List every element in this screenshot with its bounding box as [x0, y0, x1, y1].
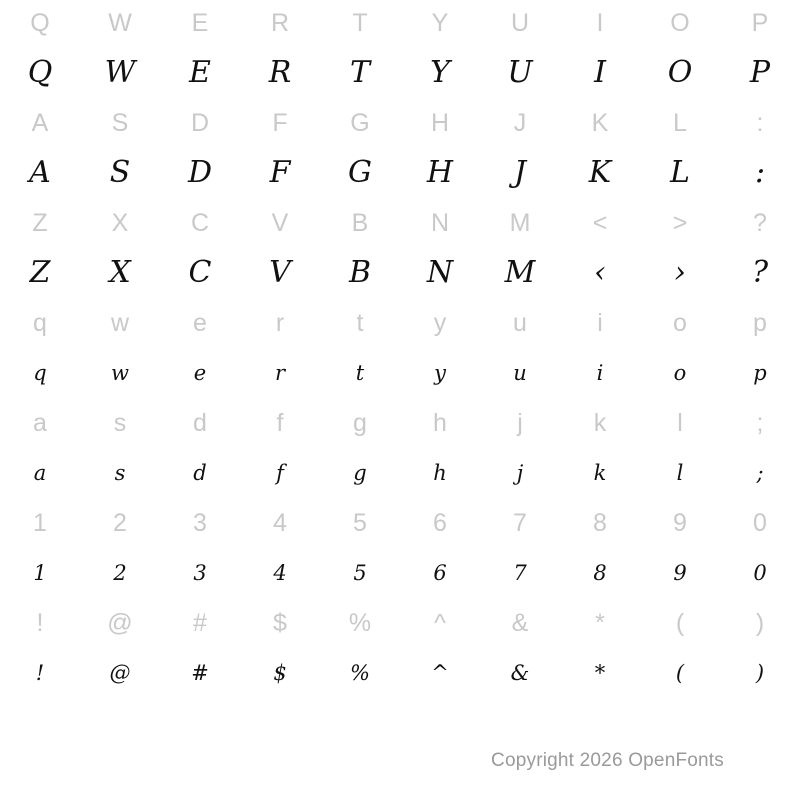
glyph-sample: B [348, 255, 372, 290]
glyph-sample: 7 [513, 560, 527, 585]
glyph-sample: a [33, 460, 47, 485]
keyboard-row-asdf-upper [0, 100, 800, 146]
glyph-sample: @ [109, 660, 131, 685]
key-label: 9 [673, 508, 687, 537]
keyboard-row-asdf-lower [0, 400, 800, 446]
key-label: T [352, 8, 368, 37]
keyboard-row-digits [0, 500, 800, 546]
glyph-row-qwerty-upper [0, 46, 800, 100]
glyph-sample: r [274, 360, 286, 385]
glyph-sample: 5 [353, 560, 367, 585]
glyph-sample: O [667, 55, 693, 90]
glyph-sample: ; [756, 460, 764, 485]
key-label: O [670, 8, 690, 37]
key-label: ! [36, 608, 44, 637]
key-label: X [111, 208, 129, 237]
key-label: p [753, 308, 767, 337]
glyph-sample: 1 [33, 560, 47, 585]
key-label: s [113, 408, 127, 437]
glyph-sample: G [348, 155, 372, 190]
key-label: 4 [273, 508, 287, 537]
glyph-sample: u [513, 360, 527, 385]
key-label: 0 [753, 508, 767, 537]
glyph-row-asdf-lower [0, 446, 800, 500]
keyboard-row-qwerty-lower [0, 300, 800, 346]
glyph-sample: 8 [593, 560, 607, 585]
key-label: ? [753, 208, 767, 237]
glyph-row-symbols [0, 646, 800, 700]
glyph-sample: W [104, 55, 136, 90]
key-label: w [110, 308, 130, 337]
glyph-sample: X [109, 255, 131, 290]
glyph-sample: ^ [431, 660, 449, 685]
key-label: ^ [434, 608, 446, 637]
key-label: a [33, 408, 47, 437]
key-label: t [356, 308, 364, 337]
key-label: W [108, 8, 132, 37]
glyph-sample: g [353, 460, 367, 485]
glyph-sample: L [670, 155, 690, 190]
glyph-sample: 6 [433, 560, 447, 585]
glyph-sample: N [426, 255, 454, 290]
key-label: M [509, 208, 531, 237]
glyph-sample: # [191, 660, 209, 685]
glyph-sample: T [349, 55, 370, 90]
glyph-sample: h [433, 460, 447, 485]
glyph-sample: j [516, 460, 524, 485]
glyph-sample: H [426, 155, 454, 190]
key-label: > [672, 208, 688, 237]
glyph-sample: I [594, 55, 606, 90]
glyph-sample: Q [27, 55, 53, 90]
key-label: @ [107, 608, 133, 637]
key-label: < [592, 208, 608, 237]
glyph-sample: ( [675, 660, 685, 685]
glyph-sample: l [676, 460, 684, 485]
key-label: G [350, 108, 370, 137]
glyph-sample: % [350, 660, 370, 685]
key-label: H [430, 108, 450, 137]
key-label: $ [273, 608, 287, 637]
key-label: j [517, 408, 523, 437]
glyph-sample: U [507, 55, 533, 90]
glyph-sample: R [268, 55, 292, 90]
glyph-sample: M [504, 255, 536, 290]
glyph-sample: : [754, 155, 766, 190]
key-label: Q [30, 8, 50, 37]
key-label: i [597, 308, 603, 337]
key-label: * [595, 608, 605, 637]
key-label: # [193, 608, 207, 637]
key-label: 7 [513, 508, 527, 537]
key-label: & [511, 608, 529, 637]
key-label: 2 [113, 508, 127, 537]
key-label: o [673, 308, 687, 337]
glyph-sample: d [193, 460, 207, 485]
glyph-sample: J [513, 155, 527, 190]
key-label: L [673, 108, 687, 137]
glyph-sample: 0 [753, 560, 767, 585]
glyph-sample: s [114, 460, 126, 485]
key-label: k [593, 408, 607, 437]
glyph-sample: 3 [193, 560, 207, 585]
glyph-sample: Z [29, 255, 51, 290]
glyph-sample: 2 [113, 560, 127, 585]
glyph-sample: 4 [273, 560, 287, 585]
glyph-sample: o [673, 360, 687, 385]
key-label: r [275, 308, 285, 337]
glyph-row-qwerty-lower [0, 346, 800, 400]
glyph-sample: $ [273, 660, 287, 685]
key-label: J [513, 108, 527, 137]
key-label: 5 [353, 508, 367, 537]
glyph-sample: e [193, 360, 207, 385]
glyph-sample: k [593, 460, 607, 485]
glyph-sample: P [749, 55, 771, 90]
glyph-sample: S [109, 155, 131, 190]
glyph-sample: V [269, 255, 291, 290]
glyph-sample: f [276, 460, 284, 485]
key-label: 6 [433, 508, 447, 537]
key-label: 8 [593, 508, 607, 537]
key-label: C [190, 208, 210, 237]
key-label: ; [756, 408, 764, 437]
key-label: P [751, 8, 769, 37]
keyboard-row-symbols [0, 600, 800, 646]
key-label: h [433, 408, 447, 437]
key-label: E [191, 8, 209, 37]
key-label: Y [431, 8, 449, 37]
glyph-sample: w [111, 360, 129, 385]
glyph-sample: 9 [673, 560, 687, 585]
key-label: q [33, 308, 47, 337]
key-label: A [31, 108, 49, 137]
glyph-row-digits [0, 546, 800, 600]
key-label: g [353, 408, 367, 437]
glyph-sample: K [588, 155, 612, 190]
key-label: : [756, 108, 764, 137]
key-label: y [433, 308, 447, 337]
key-label: B [351, 208, 369, 237]
glyph-sample: E [189, 55, 211, 90]
glyph-sample: ! [35, 660, 45, 685]
key-label: D [190, 108, 210, 137]
glyph-sample: t [355, 360, 365, 385]
key-label: K [591, 108, 609, 137]
copyright-notice: Copyright 2026 OpenFonts [491, 750, 724, 771]
key-label: F [272, 108, 288, 137]
glyph-sample: › [674, 255, 686, 290]
glyph-row-zxcv-upper [0, 246, 800, 300]
glyph-sample: A [29, 155, 51, 190]
key-label: e [193, 308, 207, 337]
glyph-sample: q [33, 360, 47, 385]
glyph-sample: y [434, 360, 446, 385]
key-label: U [510, 8, 530, 37]
key-label: ( [675, 608, 685, 637]
glyph-sample: & [510, 660, 530, 685]
glyph-sample: Y [430, 55, 450, 90]
glyph-sample: D [187, 155, 213, 190]
key-label: l [677, 408, 683, 437]
key-label: % [348, 608, 372, 637]
keyboard-row-zxcv-upper [0, 200, 800, 246]
key-label: f [276, 408, 284, 437]
key-label: R [270, 8, 290, 37]
glyph-row-asdf-upper [0, 146, 800, 200]
glyph-sample: i [596, 360, 604, 385]
glyph-sample: p [753, 360, 767, 385]
keyboard-row-qwerty-upper [0, 0, 800, 46]
key-label: 1 [33, 508, 47, 537]
glyph-sample: F [269, 155, 291, 190]
glyph-sample: ? [751, 255, 769, 290]
glyph-sample: ‹ [594, 255, 606, 290]
glyph-sample: C [188, 255, 212, 290]
key-label: Z [32, 208, 48, 237]
key-label: S [111, 108, 129, 137]
key-label: V [271, 208, 289, 237]
key-label: d [193, 408, 207, 437]
key-label: ) [755, 608, 765, 637]
key-label: u [513, 308, 527, 337]
glyph-sample: * [594, 660, 606, 685]
key-label: N [430, 208, 450, 237]
glyph-sample: ) [755, 660, 765, 685]
key-label: 3 [193, 508, 207, 537]
key-label: I [596, 8, 604, 37]
